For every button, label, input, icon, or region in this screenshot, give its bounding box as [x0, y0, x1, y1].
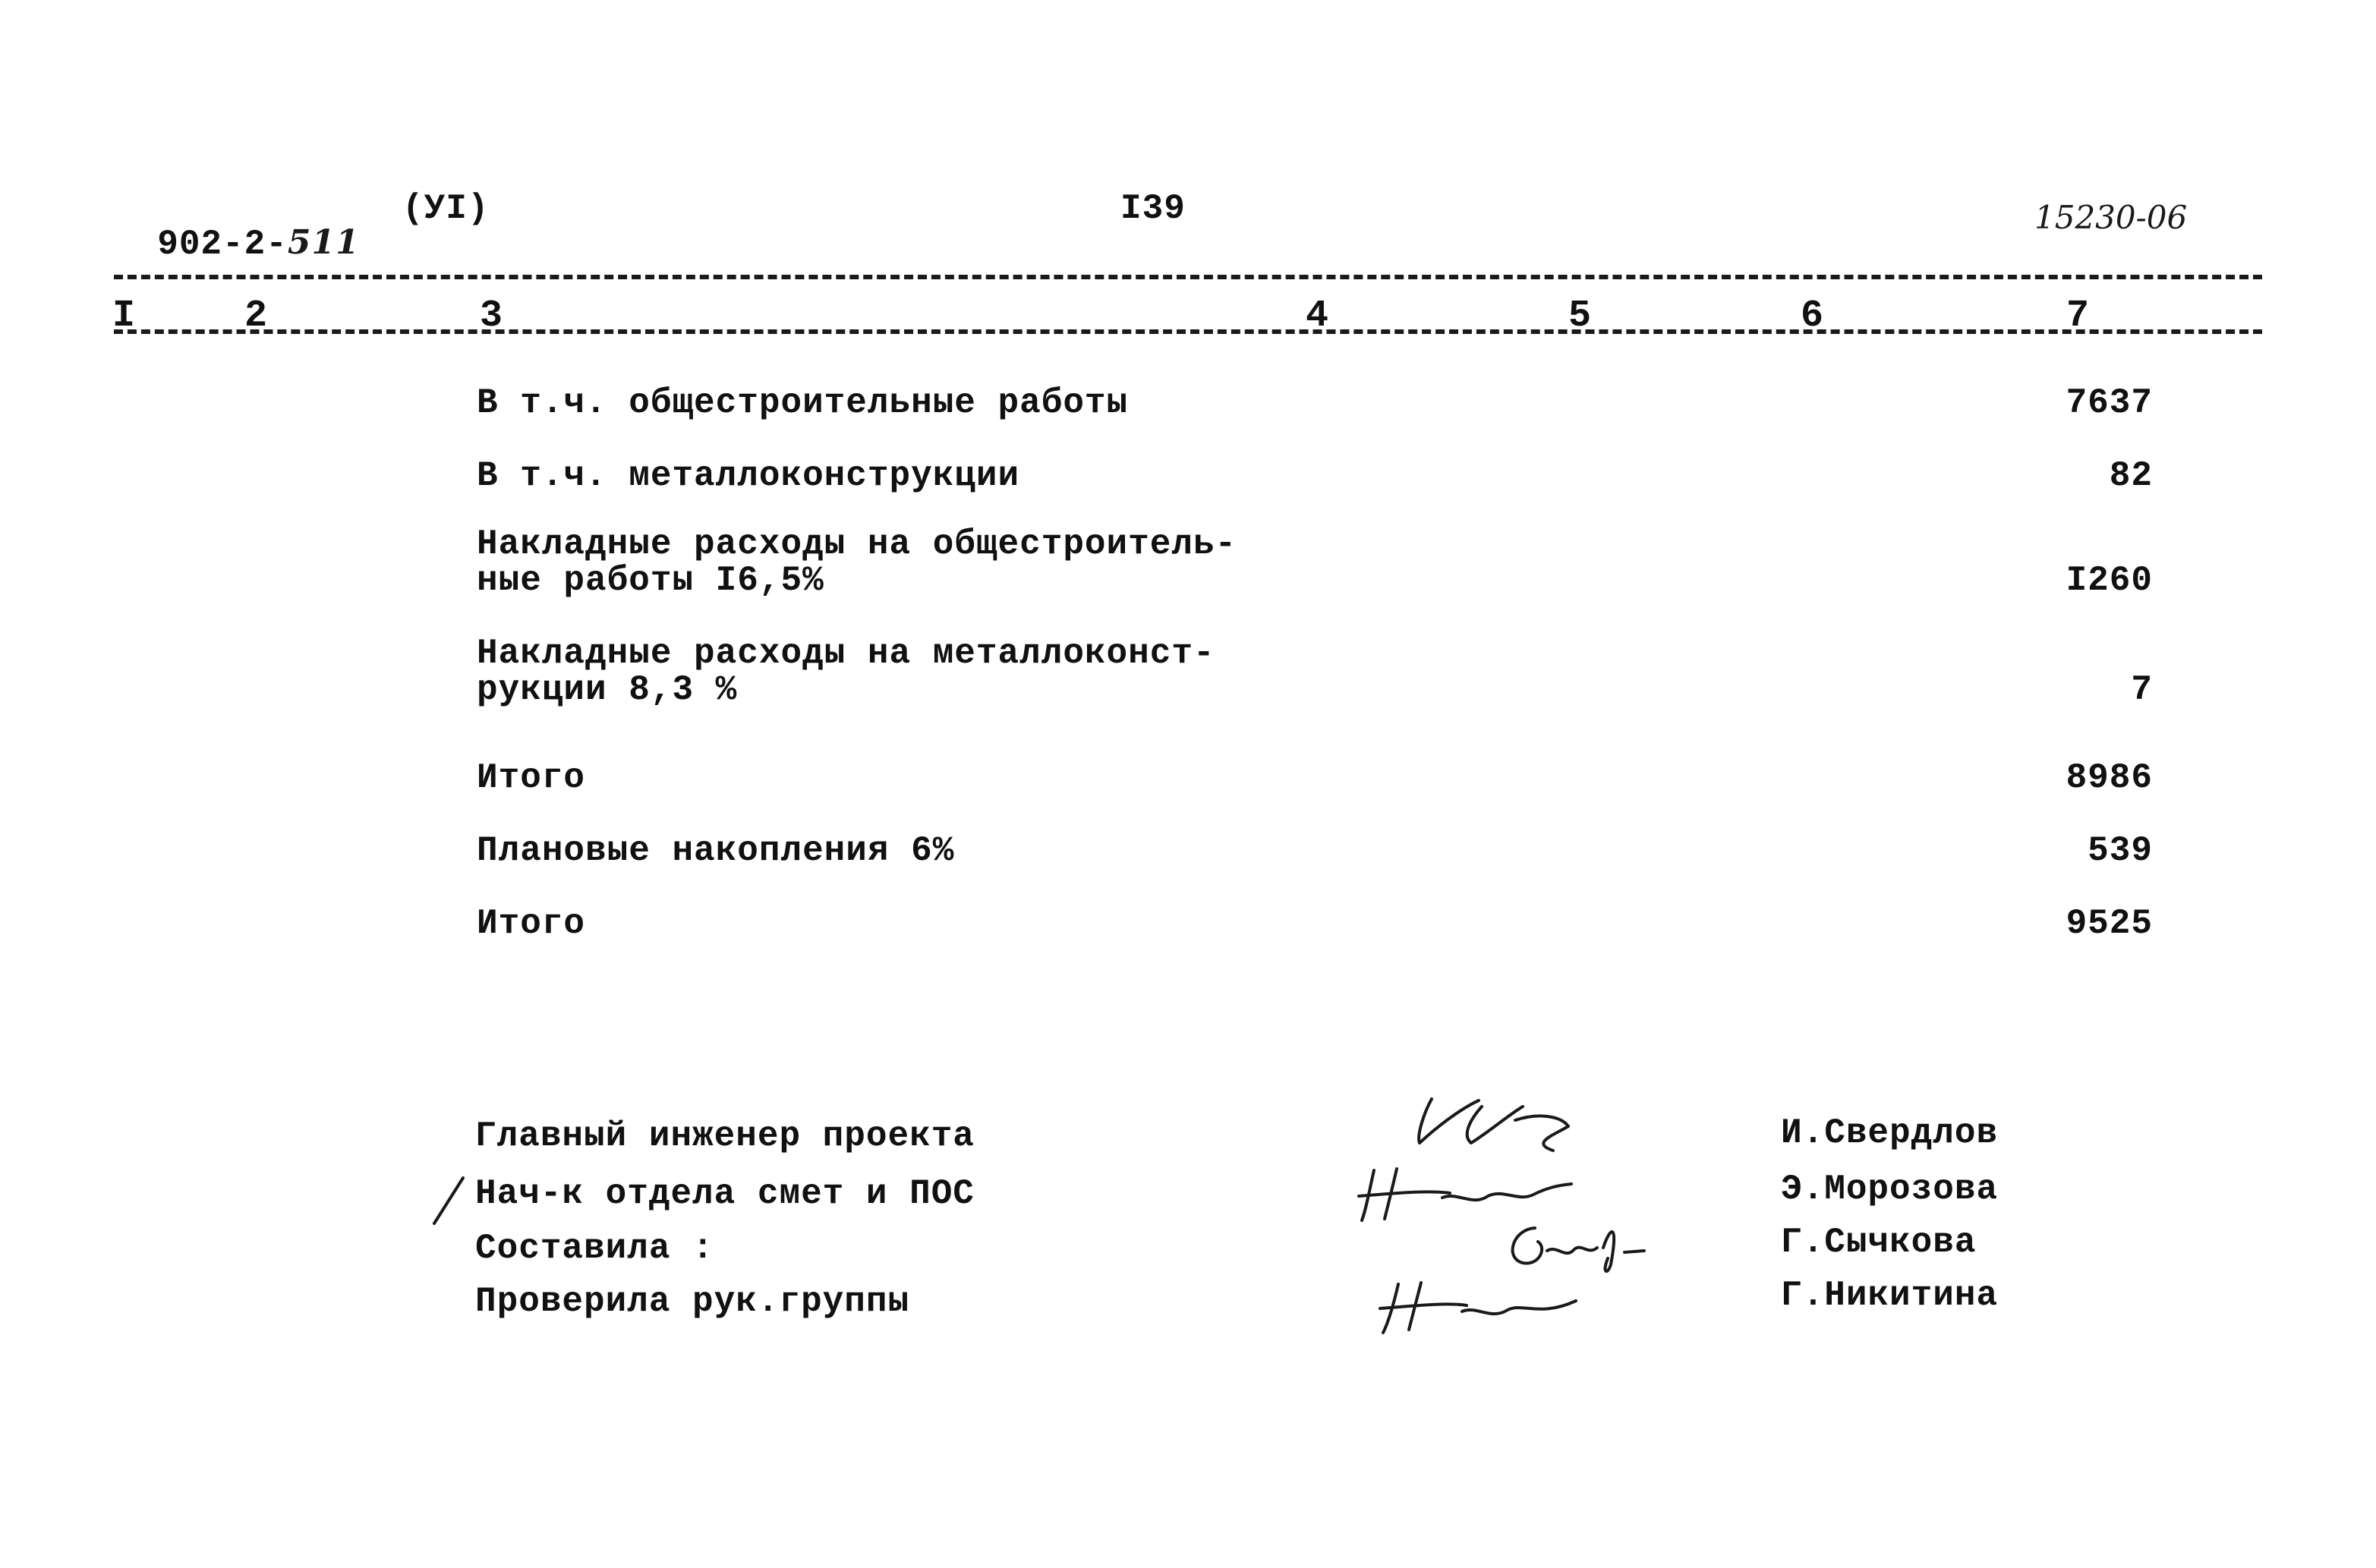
table-top-rule: [114, 275, 2262, 279]
column-number-1: I: [112, 294, 136, 338]
signature-role: Нач-к отдела смет и ПОС: [475, 1174, 975, 1214]
row-value: 9525: [2066, 904, 2153, 943]
column-number-4: 4: [1306, 294, 1329, 338]
signature-role: Главный инженер проекта: [475, 1116, 975, 1156]
row-label-line-2: рукции 8,3 %: [477, 670, 738, 710]
signature-role: Проверила рук.группы: [475, 1282, 910, 1321]
document-code-handwritten: 511: [287, 223, 360, 262]
column-number-2: 2: [244, 294, 268, 338]
row-label: В т.ч. металлоконструкции: [477, 456, 1020, 496]
row-label: Итого: [477, 758, 586, 798]
check-mark: [430, 1175, 468, 1228]
row-value: 8986: [2066, 758, 2153, 798]
row-label: Итого: [477, 904, 586, 943]
document-code: [114, 191, 360, 262]
column-number-7: 7: [2066, 294, 2090, 338]
table-header-rule: [114, 329, 2262, 334]
signature-compiler: [1497, 1217, 1656, 1278]
row-value: I260: [2066, 561, 2153, 600]
row-label: В т.ч. общестроительные работы: [477, 383, 1129, 423]
row-label-line-1: Накладные расходы на общестроитель-: [477, 524, 1237, 564]
signatory-name: Г.Сычкова: [1781, 1223, 1977, 1262]
signature-role: Составила :: [475, 1229, 714, 1268]
column-number-5: 5: [1568, 294, 1592, 338]
row-value: 82: [2109, 456, 2153, 496]
row-value: 539: [2088, 831, 2153, 871]
row-label-line-1: Накладные расходы на металлоконст-: [477, 634, 1215, 673]
signature-department-head: [1351, 1163, 1579, 1223]
section-number: (УI): [402, 189, 490, 228]
page-number: I39: [1120, 189, 1186, 228]
row-value: 7637: [2066, 383, 2153, 423]
signatory-name: Г.Никитина: [1781, 1276, 1999, 1315]
column-number-6: 6: [1801, 294, 1824, 338]
signature-chief-engineer: [1409, 1090, 1606, 1158]
row-label: Плановые накопления 6%: [477, 831, 955, 871]
signature-reviewer: [1372, 1275, 1585, 1336]
signatory-name: И.Свердлов: [1781, 1113, 1999, 1153]
document-code-typed: 902-2-: [157, 225, 288, 264]
column-number-3: 3: [480, 294, 503, 338]
signatory-name: Э.Морозова: [1781, 1170, 1999, 1209]
row-value: 7: [2131, 670, 2153, 710]
archive-number: 15230-06: [2034, 199, 2188, 236]
row-label-line-2: ные работы I6,5%: [477, 561, 824, 600]
